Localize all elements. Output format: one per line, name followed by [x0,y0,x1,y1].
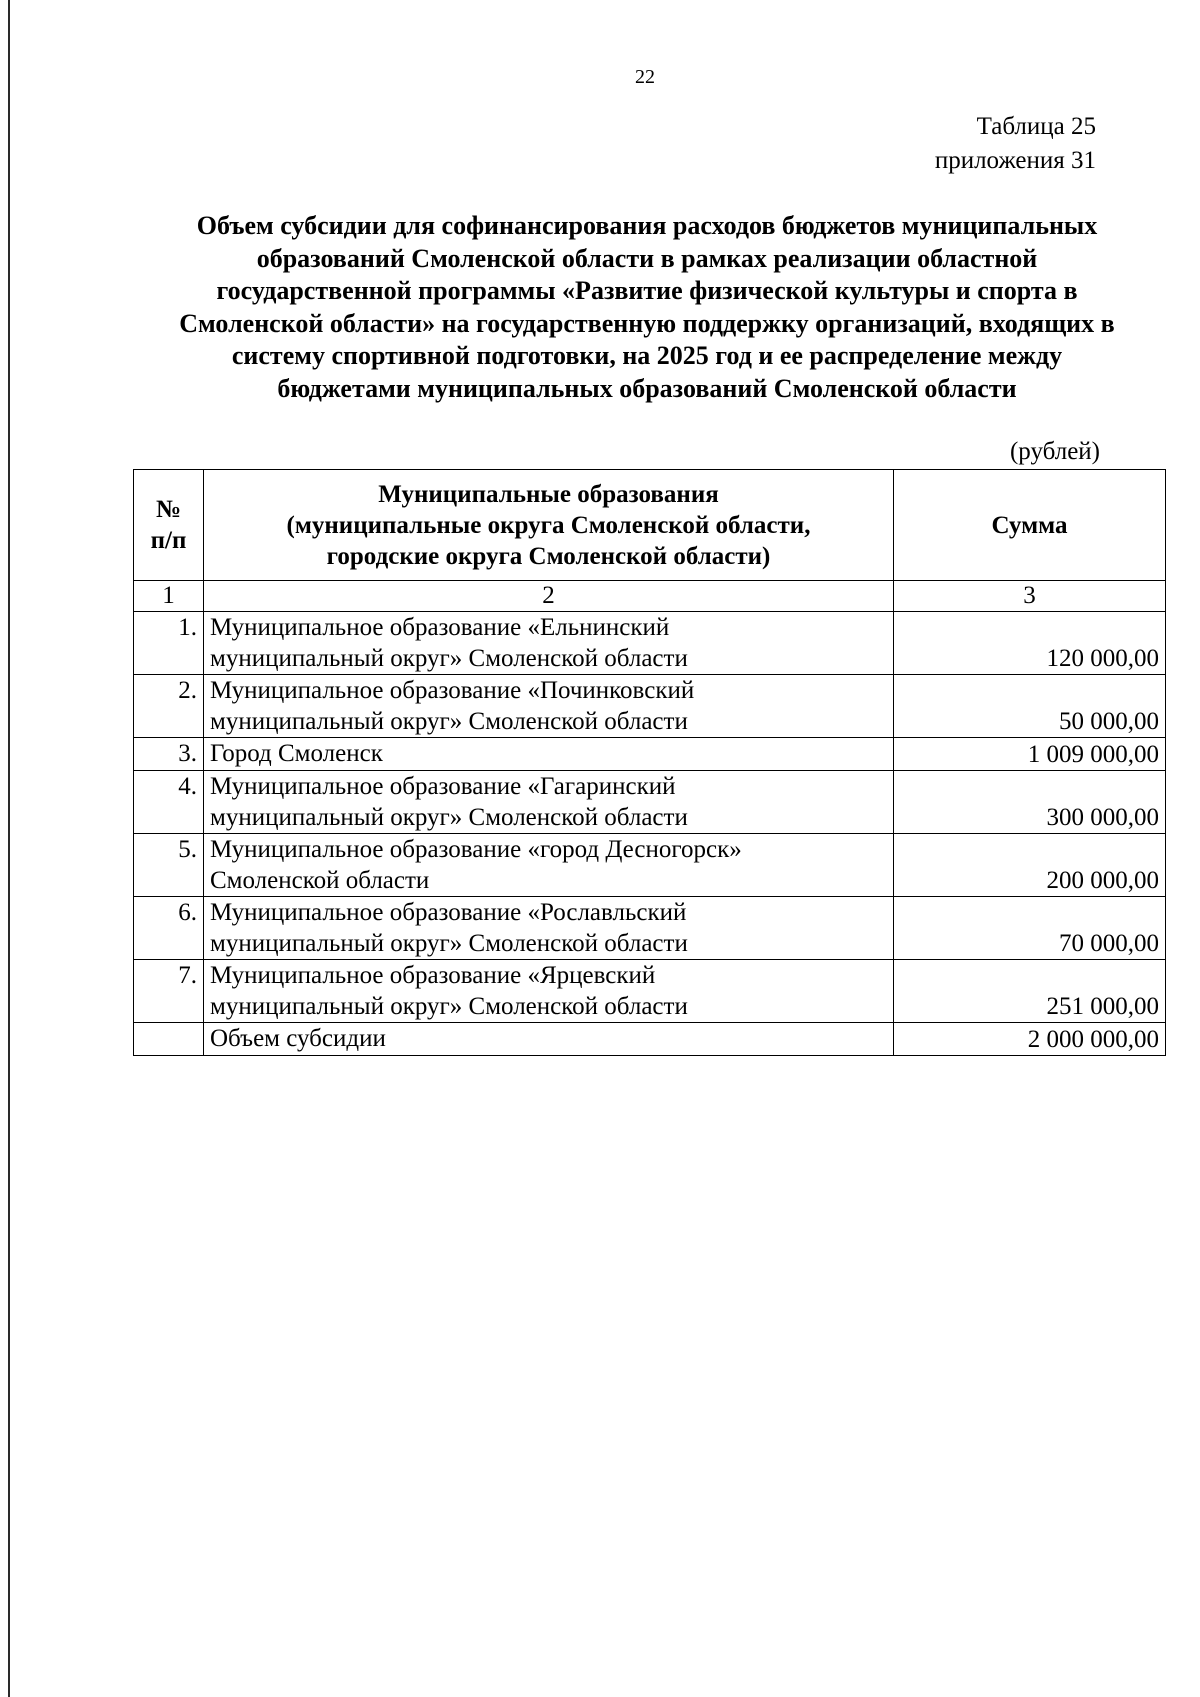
row-number: 2. [134,675,204,738]
header-num-line: № [155,496,182,523]
subsidy-amount: 120 000,00 [894,612,1166,675]
municipality-name [204,834,894,897]
title-line: Объем субсидии для софинансирования расходов бюджетов муниципальных [196,211,1098,240]
municipality-name [204,738,894,771]
row-number: 5. [134,834,204,897]
subsidy-amount: 70 000,00 [894,897,1166,960]
header-name-line: Муниципальные образования [378,480,719,508]
name-line: муниципальный округ» Смоленской области [210,645,688,672]
appendix-reference [935,110,1096,178]
column-index: 2 [204,581,894,612]
unit-label: (рублей) [1009,438,1100,465]
name-line: муниципальный округ» Смоленской области [210,804,688,831]
name-line: Город Смоленск [210,740,383,767]
table-row [134,738,1166,771]
total-row-number [134,1023,204,1056]
page-number: 22 [635,66,655,88]
header-row [134,470,1166,581]
municipality-name [204,771,894,834]
title-line: бюджетами муниципальных образований Смоленской области [277,373,1017,403]
header-name-line: (муниципальные округа Смоленской области, [286,511,811,539]
municipality-name [204,960,894,1023]
municipality-name [204,675,894,738]
table-row [134,612,1166,675]
table-number: Таблица 25 [976,113,1096,140]
subsidy-amount: 251 000,00 [894,960,1166,1023]
row-number: 3. [134,738,204,771]
table-row [134,897,1166,960]
title-line: Смоленской области» на государственную поддержку организаций, входящих в [179,308,1115,338]
title-line: государственной программы «Развитие физической культуры и спорта в [216,276,1078,305]
subsidy-amount: 50 000,00 [894,675,1166,738]
header-num [134,470,204,581]
column-index-row [134,581,1166,612]
title-line: образований Смоленской области в рамках реализации областной [256,243,1038,273]
table-row [134,675,1166,738]
document-title [118,210,1176,405]
table-row [134,834,1166,897]
total-amount: 2 000 000,00 [894,1023,1166,1056]
subsidy-amount: 300 000,00 [894,771,1166,834]
subsidy-amount: 200 000,00 [894,834,1166,897]
appendix-number: приложения 31 [934,147,1096,174]
header-name [204,470,894,581]
name-line: муниципальный округ» Смоленской области [210,993,688,1020]
row-number: 1. [134,612,204,675]
row-number: 4. [134,771,204,834]
municipality-name [204,612,894,675]
name-line: Муниципальное образование «Рославльский [210,899,687,926]
table-row [134,771,1166,834]
name-line: Муниципальное образование «город Десногорск» [210,836,742,863]
title-line: систему спортивной подготовки, на 2025 год и ее распределение между [231,341,1063,370]
name-line: Муниципальное образование «Ярцевский [210,962,656,989]
header-sum: Сумма [894,470,1166,581]
column-index: 1 [134,581,204,612]
header-num-line: п/п [150,527,187,554]
name-line: муниципальный округ» Смоленской области [210,708,688,735]
column-index: 3 [894,581,1166,612]
municipality-name [204,897,894,960]
name-line: Муниципальное образование «Ельнинский [210,614,670,641]
name-line: Смоленской области [210,867,430,894]
subsidy-amount: 1 009 000,00 [894,738,1166,771]
row-number: 7. [134,960,204,1023]
row-number: 6. [134,897,204,960]
table-row [134,960,1166,1023]
scan-edge-line [8,0,10,1697]
total-row [134,1023,1166,1056]
name-line: Муниципальное образование «Починковский [210,677,695,704]
name-line: муниципальный округ» Смоленской области [210,930,688,957]
name-line: Муниципальное образование «Гагаринский [210,773,676,800]
subsidy-table [133,469,1166,1056]
header-name-line: городские округа Смоленской области) [326,542,771,570]
total-label: Объем субсидии [204,1023,894,1056]
